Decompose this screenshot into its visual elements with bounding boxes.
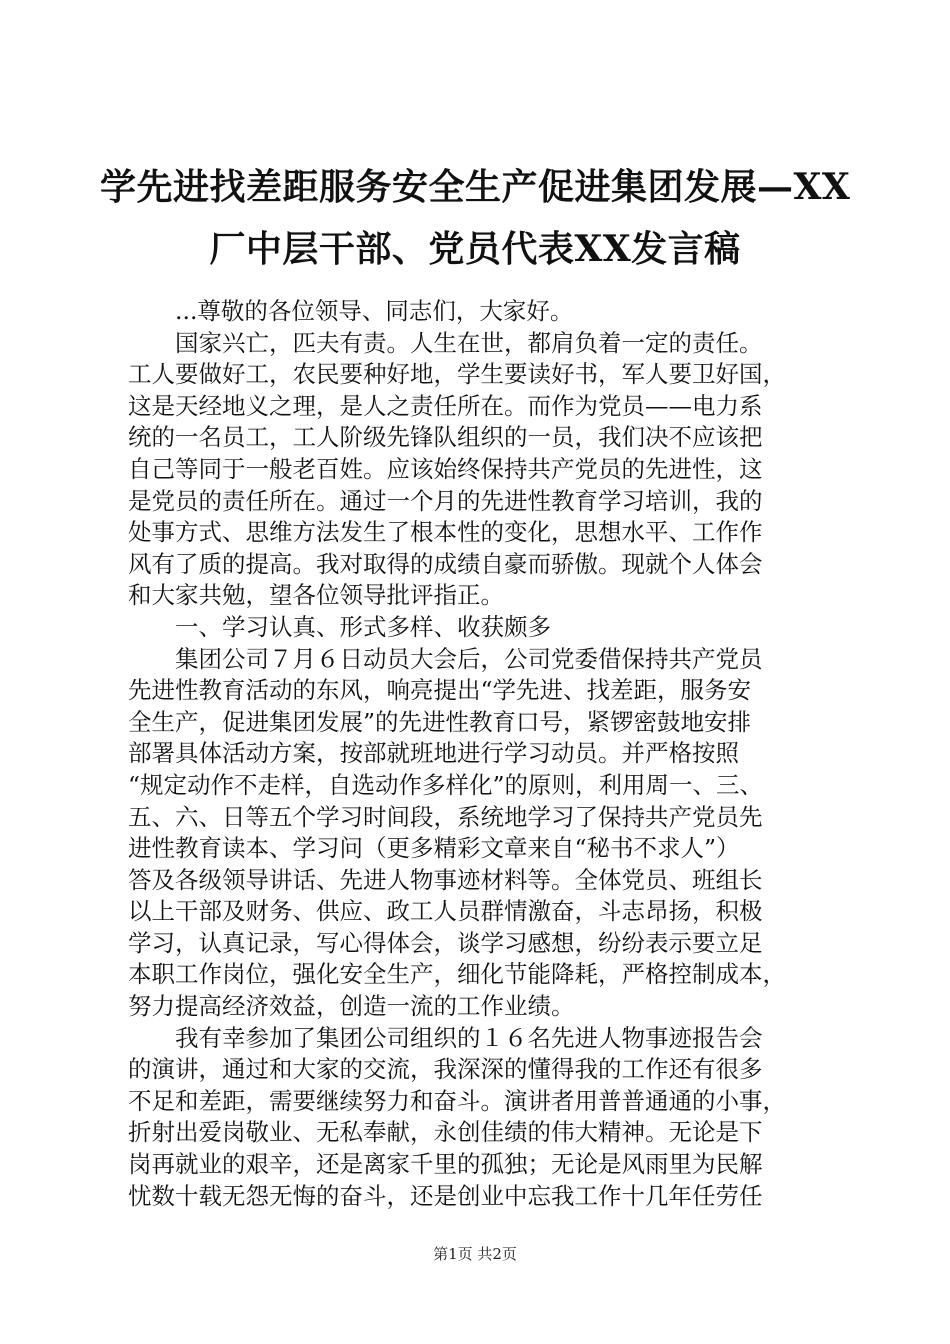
body-text-line: 自己等同于一般老百姓。应该始终保持共产党员的先进性，这 — [128, 454, 763, 483]
body-text-line: ...尊敬的各位领导、同志们，大家好。 — [175, 297, 574, 325]
body-text-line: 是党员的责任所在。通过一个月的先进性教育学习培训，我的 — [128, 486, 763, 515]
body-text-line: 统的一名员工，工人阶级先锋队组织的一员，我们决不应该把 — [128, 423, 763, 452]
body-text-line: 不足和差距，需要继续努力和奋斗。演讲者用普普通通的小事， — [128, 1086, 786, 1115]
body-text-line: “规定动作不走样，自选动作多样化”的原则，利用周一、三、 — [128, 770, 764, 799]
document-title — [100, 156, 850, 280]
body-text-line: 五、六、日等五个学习时间段，系统地学习了保持共产党员先 — [128, 802, 763, 831]
body-text-line: 风有了质的提高。我对取得的成绩自豪而骄傲。现就个人体会 — [128, 549, 763, 578]
document-body — [128, 296, 828, 1212]
body-text-line: 努力提高经济效益，创造一流的工作业绩。 — [128, 992, 575, 1021]
body-text-line: 全生产，促进集团发展”的先进性教育口号，紧锣密鼓地安排 — [128, 707, 752, 736]
body-text-line: 学习，认真记录，写心得体会，谈学习感想，纷纷表示要立足 — [128, 928, 763, 957]
title-line-2: 厂中层干部、党员代表XX发言稿 — [209, 228, 741, 270]
body-text-line: 先进性教育活动的东风，响亮提出“学先进、找差距，服务安 — [128, 676, 752, 705]
body-text-line: 和大家共勉，望各位领导批评指正。 — [128, 581, 504, 610]
body-text-line: 集团公司７月６日动员大会后，公司党委借保持共产党员 — [175, 644, 763, 673]
body-text-line: 一、学习认真、形式多样、收获颇多 — [175, 612, 551, 641]
title-line-1: 学先进找差距服务安全生产促进集团发展—XX — [100, 166, 851, 208]
body-text-line: 以上干部及财务、供应、政工人员群情激奋，斗志昂扬，积极 — [128, 897, 763, 926]
body-text-line: 的演讲，通过和大家的交流，我深深的懂得我的工作还有很多 — [128, 1055, 763, 1084]
body-text-line: 国家兴亡，匹夫有责。人生在世，都肩负着一定的责任。 — [175, 328, 763, 357]
body-text-line: 这是天经地义之理，是人之责任所在。而作为党员——电力系 — [128, 391, 763, 420]
body-text-line: 答及各级领导讲话、先进人物事迹材料等。全体党员、班组长 — [128, 865, 763, 894]
body-text-line: 本职工作岗位，强化安全生产，细化节能降耗，严格控制成本， — [128, 960, 786, 989]
body-text-line: 我有幸参加了集团公司组织的１６名先进人物事迹报告会 — [175, 1023, 763, 1052]
body-text-line: 部署具体活动方案，按部就班地进行学习动员。并严格按照 — [128, 739, 739, 768]
body-text-line: 忧数十载无怨无悔的奋斗，还是创业中忘我工作十几年任劳任 — [128, 1181, 763, 1210]
body-text-line: 工人要做好工，农民要种好地，学生要读好书，军人要卫好国， — [128, 360, 786, 389]
body-text-line: 岗再就业的艰辛，还是离家千里的孤独；无论是风雨里为民解 — [128, 1150, 763, 1179]
body-text-line: 进性教育读本、学习问（更多精彩文章来自“秘书不求人”） — [128, 834, 740, 863]
page-footer: 第1页 共2页 — [433, 1245, 517, 1263]
body-text-line: 折射出爱岗敬业、无私奉献，永创佳绩的伟大精神。无论是下 — [128, 1118, 763, 1147]
body-text-line: 处事方式、思维方法发生了根本性的变化，思想水平、工作作 — [128, 518, 763, 547]
